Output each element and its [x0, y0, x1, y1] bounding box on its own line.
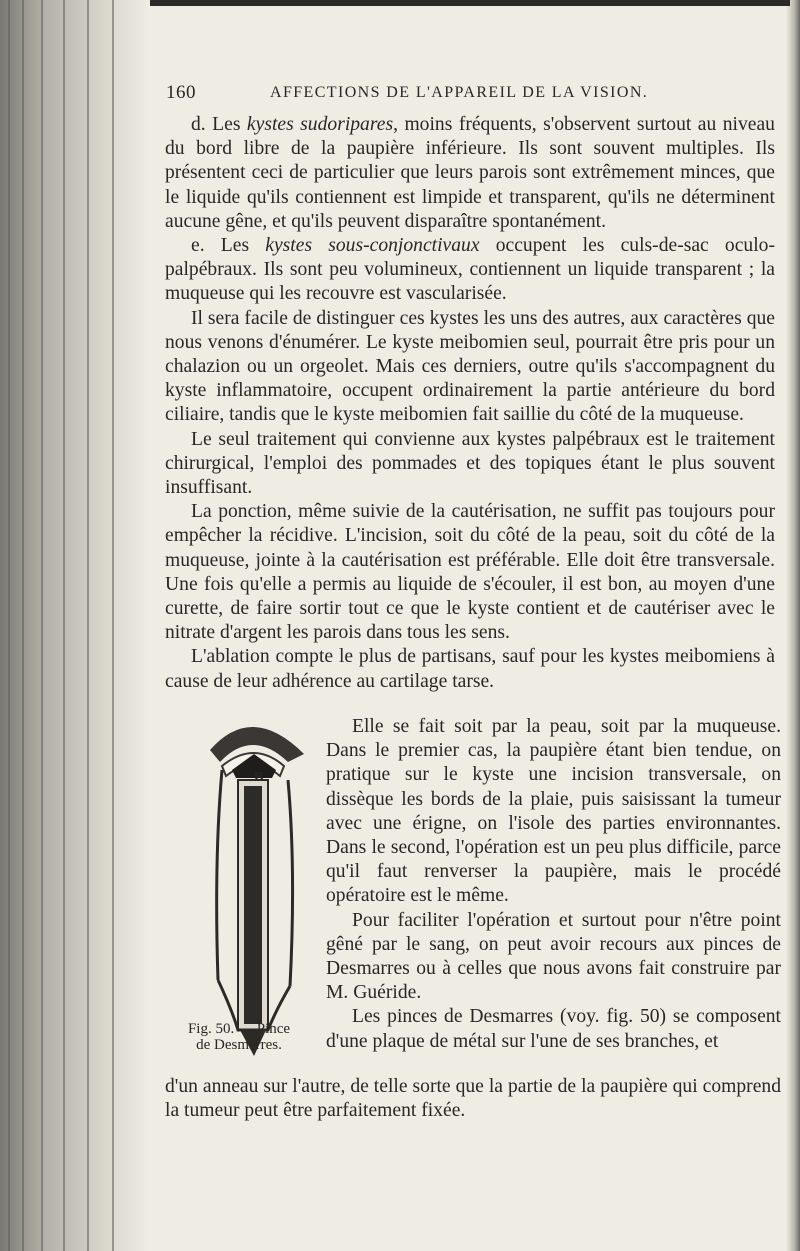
paragraph-d: d. Les kystes sudoripares, moins fréquents, s'observent surtout au niveau du bord libre de la paupière inférieure. Ils sont souvent multiples. Ils présentent ceci de particulier que leurs parois sont extrêmement minces, que le liquide qu'ils contiennent est limpide et transparent, qu'ils ne déterminent aucune gêne, et qu'ils peuvent disparaître spontanément. [165, 114, 775, 232]
figure-caption: Fig. 50. — Pince de Desmarres. [187, 1021, 291, 1053]
top-rule [150, 0, 790, 6]
continuation-text [165, 1075, 781, 1123]
forceps-illustration [192, 710, 322, 1070]
paragraph-pinces: Pour faciliter l'opération et surtout pour n'être point gêné par le sang, on peut avoir recours aux pinces de Desmarres ou à celles que nous avons fait construire par M. Guéride. [326, 909, 781, 1004]
running-head [166, 82, 770, 106]
paragraph-traitement: Le seul traitement qui convienne aux kystes palpébraux est le traitement chirurgical, l'emploi des pommades et des topiques étant le plus souvent insuffisant. [165, 428, 775, 499]
paragraph-ponction: La ponction, même suivie de la cautérisation, ne suffit pas toujours pour empêcher la récidive. L'incision, soit du côté de la peau, soit du côté de la muqueuse, jointe à la cautérisation est préférable. Elle doit être transversale. Une fois qu'elle a permis au liquide de s'écouler, il est bon, au moyen d'une curette, de faire sortir tout ce que le kyste contient et de cautériser avec le nitrate d'argent les parois dans tous les sens. [165, 501, 775, 644]
page-number: 160 [166, 82, 196, 103]
book-gutter [0, 0, 150, 1251]
paragraph-desmarres: Les pinces de Desmarres (voy. fig. 50) se composent d'une plaque de métal sur l'une de ses branches, et [326, 1006, 781, 1052]
paragraph-diagnostic: Il sera facile de distinguer ces kystes les uns des autres, aux caractères que nous venons d'énumérer. Le kyste meibomien seul, pourrait être pris pour un chalazion ou un orgeolet. Mais ces derniers, outre qu'ils s'accompagnent du kyste inflammatoire, occupent ordinairement la partie antérieure du bord ciliaire, tandis que le kyste meibomien fait saillie du côté de la muqueuse. [165, 307, 775, 426]
term-sudoripares: kystes sudoripares [246, 114, 394, 135]
term-sous-conjonctivaux: kystes sous-conjonctivaux [265, 235, 480, 257]
paragraph-methode: Elle se fait soit par la peau, soit par la muqueuse. Dans le premier cas, la paupière étant bien tendue, on pratique sur le kyste une incision transversale, on dissèque les bords de la plaie, puis saisissant la tumeur avec une érigne, on l'isole des parties environnantes. Dans le second, l'opération est un peu plus difficile, parce qu'il faut renverser la paupière, mais le procédé opératoire est le même. [326, 716, 781, 907]
paragraph-e: e. Les kystes sous-conjonctivaux occupent les culs-de-sac oculo-palpébraux. Ils sont peu volumineux, contiennent un liquide transparent ; la muqueuse qui les recouvre est vascularisée. [165, 235, 775, 305]
running-title: AFFECTIONS DE L'APPAREIL DE LA VISION. [270, 84, 649, 101]
paragraph-continuation: d'un anneau sur l'autre, de telle sorte que la partie de la paupière qui comprend la tumeur peut être parfaitement fixée. [165, 1076, 781, 1122]
book-page [150, 0, 790, 1251]
wrapped-text [326, 715, 781, 1054]
body-text [165, 113, 775, 694]
paragraph-ablation: L'ablation compte le plus de partisans, sauf pour les kystes meibomiens à cause de leur adhérence au cartilage tarse. [165, 646, 775, 692]
figure-letter-b: B [254, 770, 264, 785]
